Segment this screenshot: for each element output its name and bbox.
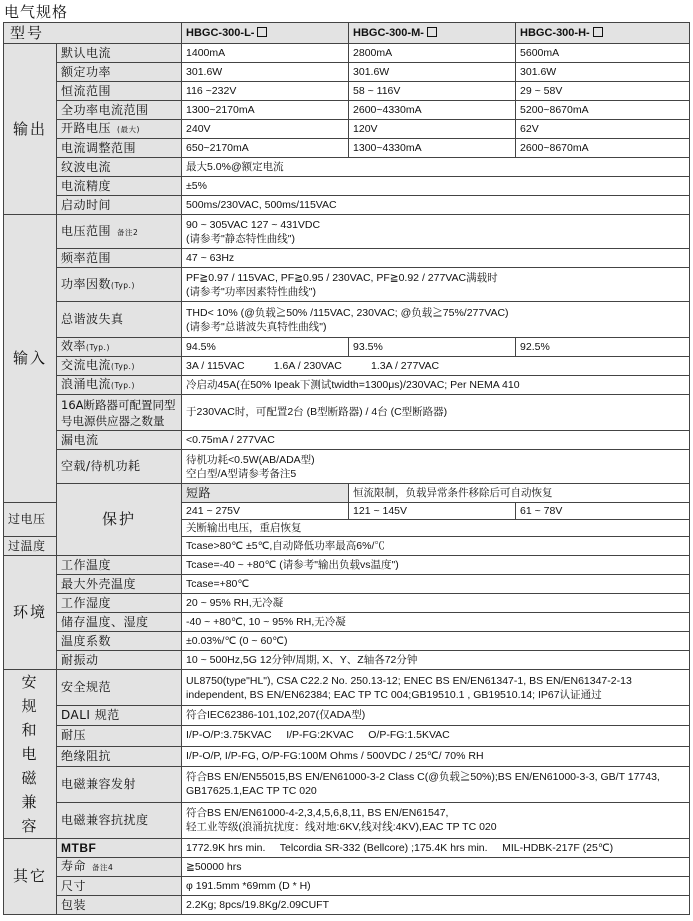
leakage-value: <0.75mA / 277VAC	[182, 431, 690, 450]
section-input: 输入	[4, 215, 57, 503]
voltage-range-label: 电压范围 备注2	[57, 215, 182, 249]
rated-power-h: 301.6W	[516, 63, 690, 82]
otp-label: 过温度	[4, 537, 57, 556]
standby-label: 空载/待机功耗	[57, 450, 182, 484]
section-safety: 安规和电磁兼容	[4, 670, 57, 839]
model-m: HBGC-300-M-	[349, 23, 516, 44]
cc-range-m: 58 ~ 116V	[349, 82, 516, 101]
ovp-mode: 关断输出电压，重启恢复	[182, 520, 690, 537]
storage-label: 储存温度、湿度	[57, 613, 182, 632]
vibration-label: 耐振动	[57, 651, 182, 670]
emc-emission-value: 符合BS EN/EN55015,BS EN/EN61000-3-2 Class C(@负载≧50%);BS EN/EN61000-3-3, GB/T 17743, GB17625.1,EAC TP TC 020	[182, 766, 690, 802]
efficiency-label: 效率(Typ.)	[57, 338, 182, 357]
short-label: 短路	[182, 484, 349, 503]
temp-coeff-label: 温度系数	[57, 632, 182, 651]
default-current-label: 默认电流	[57, 44, 182, 63]
work-temp-value: Tcase=-40 ~ +80℃ (请参考"输出负载vs温度")	[182, 556, 690, 575]
checkbox-icon	[427, 27, 437, 37]
default-current-m: 2800mA	[349, 44, 516, 63]
current-adj-h: 2600~8670mA	[516, 139, 690, 158]
isolation-label: 绝缘阻抗	[57, 746, 182, 766]
dali-label: DALI 规范	[57, 706, 182, 726]
ovp-label: 过电压	[4, 503, 57, 537]
otp-value: Tcase>80℃ ±5℃,自动降低功率最高6%/℃	[182, 537, 690, 556]
max-case-value: Tcase=+80℃	[182, 575, 690, 594]
section-output: 输出	[4, 44, 57, 215]
ovp-l: 241 ~ 275V	[182, 503, 349, 520]
full-power-current-label: 全功率电流范围	[57, 101, 182, 120]
short-value: 恒流限制，负载异常条件移除后可自动恢复	[349, 484, 690, 503]
isolation-value: I/P-O/P, I/P-FG, O/P-FG:100M Ohms / 500VDC / 25℃/ 70% RH	[182, 746, 690, 766]
leakage-label: 漏电流	[57, 431, 182, 450]
work-temp-label: 工作温度	[57, 556, 182, 575]
model-h: HBGC-300-H-	[516, 23, 690, 44]
checkbox-icon	[593, 27, 603, 37]
startup-value: 500ms/230VAC, 500ms/115VAC	[182, 196, 690, 215]
model-l: HBGC-300-L-	[182, 23, 349, 44]
accuracy-value: ±5%	[182, 177, 690, 196]
frequency-label: 频率范围	[57, 249, 182, 268]
pf-value: PF≧0.97 / 115VAC, PF≧0.95 / 230VAC, PF≧0.92 / 277VAC满载时 (请参考"功率因素特性曲线")	[182, 268, 690, 302]
page-title: 电气规格	[4, 3, 69, 21]
current-adj-m: 1300~4330mA	[349, 139, 516, 158]
temp-coeff-value: ±0.03%/℃ (0 ~ 60℃)	[182, 632, 690, 651]
standby-value: 待机功耗<0.5W(AB/ADA型) 空白型/A型请参考备注5	[182, 450, 690, 484]
ripple-value: 最大5.0%@额定电流	[182, 158, 690, 177]
ac-current-label: 交流电流(Typ.)	[57, 357, 182, 376]
mtbf-value: 1772.9K hrs min. Telcordia SR-332 (Bellcore) ;175.4K hrs min. MIL-HDBK-217F (25℃)	[182, 839, 690, 858]
default-current-l: 1400mA	[182, 44, 349, 63]
ovp-h: 61 ~ 78V	[516, 503, 690, 520]
frequency-value: 47 ~ 63Hz	[182, 249, 690, 268]
withstand-value: I/P-O/P:3.75KVAC I/P-FG:2KVAC O/P-FG:1.5KVAC	[182, 726, 690, 746]
vibration-value: 10 ~ 500Hz,5G 12分钟/周期, X、Y、Z轴各72分钟	[182, 651, 690, 670]
thd-label: 总谐波失真	[57, 302, 182, 338]
open-voltage-h: 62V	[516, 120, 690, 139]
size-label: 尺寸	[57, 877, 182, 896]
rated-power-label: 额定功率	[57, 63, 182, 82]
current-adj-label: 电流调整范围	[57, 139, 182, 158]
max-case-label: 最大外壳温度	[57, 575, 182, 594]
humidity-label: 工作湿度	[57, 594, 182, 613]
thd-value: THD< 10% (@负载≧50% /115VAC, 230VAC; @负载≧75%/277VAC) (请参考"总谐波失真特性曲线")	[182, 302, 690, 338]
life-value: ≧50000 hrs	[182, 858, 690, 877]
efficiency-l: 94.5%	[182, 338, 349, 357]
breaker-label: 16A断路器可配置同型 号电源供应器之数量	[57, 395, 182, 431]
inrush-label: 浪涌电流(Typ.)	[57, 376, 182, 395]
pf-label: 功率因数(Typ.)	[57, 268, 182, 302]
packing-value: 2.2Kg; 8pcs/19.8Kg/2.09CUFT	[182, 896, 690, 915]
dali-value: 符合IEC62386-101,102,207(仅ADA型)	[182, 706, 690, 726]
rated-power-m: 301.6W	[349, 63, 516, 82]
life-label: 寿命 备注4	[57, 858, 182, 877]
cc-range-h: 29 ~ 58V	[516, 82, 690, 101]
section-environment: 环境	[4, 556, 57, 670]
accuracy-label: 电流精度	[57, 177, 182, 196]
standards-value: UL8750(type"HL"), CSA C22.2 No. 250.13-12; ENEC BS EN/EN61347-1, BS EN/EN61347-2-13 independent, BS EN/EN62384; EAC TP TC 004;GB19510.1 , GB19510.14; IP67认证通过	[182, 670, 690, 706]
rated-power-l: 301.6W	[182, 63, 349, 82]
withstand-label: 耐压	[57, 726, 182, 746]
full-power-current-m: 2600~4330mA	[349, 101, 516, 120]
section-protection: 保护	[57, 484, 182, 556]
current-adj-l: 650~2170mA	[182, 139, 349, 158]
header-row	[4, 23, 690, 44]
standards-label: 安全规范	[57, 670, 182, 706]
mtbf-label: MTBF	[57, 839, 182, 858]
spec-table	[3, 22, 690, 915]
efficiency-m: 93.5%	[349, 338, 516, 357]
emc-emission-label: 电磁兼容发射	[57, 766, 182, 802]
open-voltage-l: 240V	[182, 120, 349, 139]
full-power-current-h: 5200~8670mA	[516, 101, 690, 120]
full-power-current-l: 1300~2170mA	[182, 101, 349, 120]
startup-label: 启动时间	[57, 196, 182, 215]
open-voltage-label: 开路电压 (最大)	[57, 120, 182, 139]
inrush-value: 冷启动45A(在50% Ipeak下测试twidth=1300μs)/230VAC; Per NEMA 410	[182, 376, 690, 395]
voltage-range-value: 90 ~ 305VAC 127 ~ 431VDC (请参考"静态特性曲线")	[182, 215, 690, 249]
cc-range-l: 116 ~232V	[182, 82, 349, 101]
checkbox-icon	[257, 27, 267, 37]
humidity-value: 20 ~ 95% RH,无冷凝	[182, 594, 690, 613]
section-others: 其它	[4, 839, 57, 915]
emc-immunity-value: 符合BS EN/EN61000-4-2,3,4,5,6,8,11, BS EN/EN61547, 轻工业等级(浪涌抗扰度：线对地:6KV,线对线:4KV),EAC TP TC 020	[182, 802, 690, 838]
breaker-value: 于230VAC时，可配置2台 (B型断路器) / 4台 (C型断路器)	[182, 395, 690, 431]
ripple-label: 纹波电流	[57, 158, 182, 177]
ovp-m: 121 ~ 145V	[349, 503, 516, 520]
size-value: φ 191.5mm *69mm (D * H)	[182, 877, 690, 896]
cc-range-label: 恒流范围	[57, 82, 182, 101]
packing-label: 包装	[57, 896, 182, 915]
ac-current-value: 3A / 115VAC 1.6A / 230VAC 1.3A / 277VAC	[182, 357, 690, 376]
model-label: 型号	[4, 23, 182, 44]
efficiency-h: 92.5%	[516, 338, 690, 357]
default-current-h: 5600mA	[516, 44, 690, 63]
open-voltage-m: 120V	[349, 120, 516, 139]
storage-value: -40 ~ +80℃, 10 ~ 95% RH,无冷凝	[182, 613, 690, 632]
emc-immunity-label: 电磁兼容抗扰度	[57, 802, 182, 838]
